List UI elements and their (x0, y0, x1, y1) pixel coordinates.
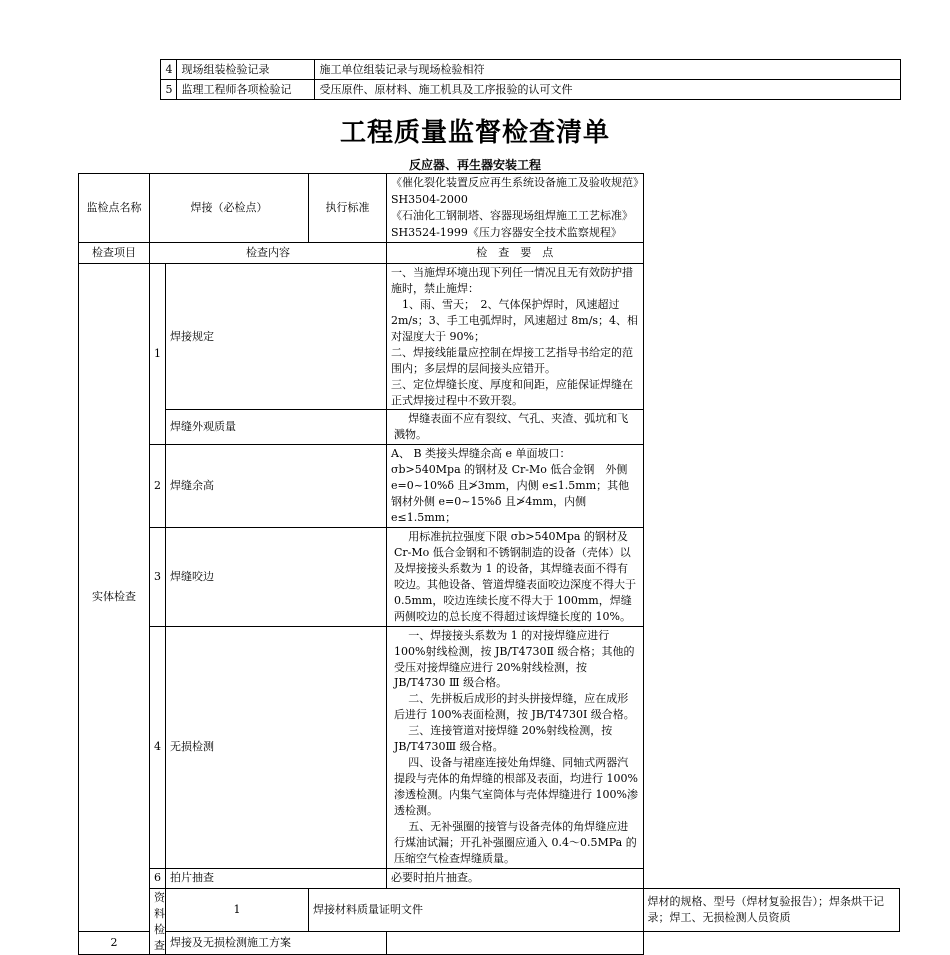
standard-item: 《石油化工钢制塔、容器现场组焊施工工艺标准》SH3524-1999《压力容器安全技术监察规程》 (391, 209, 633, 239)
item-content: 施工单位组装记录与现场检验相符 (314, 60, 901, 80)
row-number: 2 (150, 445, 166, 528)
item-name: 焊缝余高 (166, 445, 387, 528)
table-row (79, 445, 900, 528)
table-row (79, 410, 900, 445)
item-name: 焊缝咬边 (166, 528, 387, 627)
item-points (387, 264, 644, 410)
point-text: 二、焊接线能量应控制在焊接工艺指导书给定的范围内；多层焊的层间接头应错开。 (391, 345, 633, 375)
row-number: 1 (150, 264, 166, 445)
item-name: 拍片抽查 (166, 868, 387, 888)
header-row-columns (79, 243, 900, 264)
top-record-table (88, 59, 901, 100)
row-number: 3 (150, 528, 166, 627)
point-text (387, 931, 644, 955)
blank-cell (88, 60, 160, 80)
row-number: 2 (79, 931, 150, 955)
item-name: 无损检测 (166, 626, 387, 868)
point-text: 三、连接管道对接焊缝 20%射线检测，按 JB/T4730Ⅲ 级合格。 (394, 724, 613, 754)
document-subtitle: 反应器、再生器安装工程 (408, 158, 541, 172)
point-text: 四、设备与裙座连接处角焊缝、同轴式两器汽提段与壳体的角焊缝的根部及表面，均进行 100%渗透检测。内集气室筒体与壳体焊缝进行 100%渗透检测。 (394, 756, 638, 817)
point-text: 1、雨、雪天； 2、气体保护焊时，风速超过 2m/s；3、手工电弧焊时，风速超过 8m/s；4、相对湿度大于 90%； (391, 297, 639, 343)
point-text: 焊材的规格、型号（焊材复验报告）；焊条烘干记录；焊工、无损检测人员资质 (643, 888, 900, 931)
item-points (387, 626, 644, 868)
inspection-checklist-table (78, 173, 900, 955)
standard-list (387, 174, 644, 243)
item-name: 监理工程师各项检验记 (176, 80, 314, 100)
table-row (79, 931, 900, 955)
item-content: 受压原件、原材料、施工机具及工序报验的认可文件 (314, 80, 901, 100)
document-title: 工程质量监督检查清单 (339, 118, 610, 148)
checkpoint-label: 监检点名称 (79, 174, 150, 243)
standard-item: 《催化裂化装置反应再生系统设备施工及验收规范》SH3504-2000 (391, 176, 639, 206)
table-row (88, 80, 901, 100)
row-number: 1 (166, 888, 309, 931)
point-text: 一、焊接接头系数为 1 的对接焊缝应进行 100%射线检测，按 JB/T4730Ⅱ 级合格；其他的受压对接焊缝应进行 20%射线检测，按 JB/T4730 Ⅲ 级合格。 (394, 628, 635, 690)
row-number: 4 (160, 60, 176, 80)
point-text: 二、先拼板后成形的封头拼接焊缝，应在成形后进行 100%表面检测，按 JB/T4730Ⅰ 级合格。 (394, 692, 635, 722)
column-header: 检查项目 (79, 243, 150, 264)
blank-cell (88, 80, 160, 100)
standard-label: 执行标准 (309, 174, 387, 243)
table-row (79, 264, 900, 410)
item-name: 焊接规定 (166, 264, 387, 410)
point-text: 五、无补强圈的接管与设备壳体的角焊缝应进行煤油试漏；开孔补强圈应通入 0.4～0.5MPa 的压缩空气检查焊缝质量。 (394, 819, 637, 865)
row-number: 5 (160, 80, 176, 100)
column-header: 检查内容 (150, 243, 387, 264)
table-row (79, 868, 900, 888)
table-row (88, 60, 901, 80)
header-row-checkpoint (79, 174, 900, 243)
section-label: 资料检查 (150, 888, 166, 955)
row-number: 4 (150, 626, 166, 868)
row-number: 6 (150, 868, 166, 888)
checkpoint-value: 焊接（必检点） (150, 174, 309, 243)
table-row (79, 888, 900, 931)
point-text: 三、定位焊缝长度、厚度和间距，应能保证焊缝在正式焊接过程中不致开裂。 (391, 377, 633, 407)
point-text: 一、当施焊环境出现下列任一情况且无有效防护措施时，禁止施焊： (391, 266, 633, 295)
point-text: 用标准抗拉强度下限 σb>540Mpa 的钢材及 Cr-Mo 低合金钢和不锈钢制造的设备（壳体）以及焊接接头系数为 1 的设备，其焊缝表面不得有咬边。其他设备、管道焊缝表面咬边深度不得大于 0.5mm，咬边连续长度不得大于 100mm，焊缝两侧咬边的总长度不得超过该焊缝长度的 10%。 (387, 528, 644, 627)
item-name: 焊接及无损检测施工方案 (166, 931, 387, 955)
point-text: 必要时拍片抽查。 (387, 868, 644, 888)
section-label: 实体检查 (79, 264, 150, 932)
table-row (79, 626, 900, 868)
column-header: 检 查 要 点 (387, 243, 644, 264)
item-name: 焊缝外观质量 (166, 410, 387, 445)
table-row (79, 528, 900, 627)
item-name: 焊接材料质量证明文件 (309, 888, 644, 931)
item-name: 现场组装检验记录 (176, 60, 314, 80)
point-text: 焊缝表面不应有裂纹、气孔、夹渣、弧坑和飞溅物。 (387, 410, 644, 445)
point-text: A、 B 类接头焊缝余高 e 单面坡口：σb>540Mpa 的钢材及 Cr-Mo 低合金钢 外侧 e=0~10%δ 且≯3mm，内侧 e≤1.5mm；其他钢材外侧 e=0~15%δ 且≯4mm，内侧 e≤1.5mm； (387, 445, 644, 528)
